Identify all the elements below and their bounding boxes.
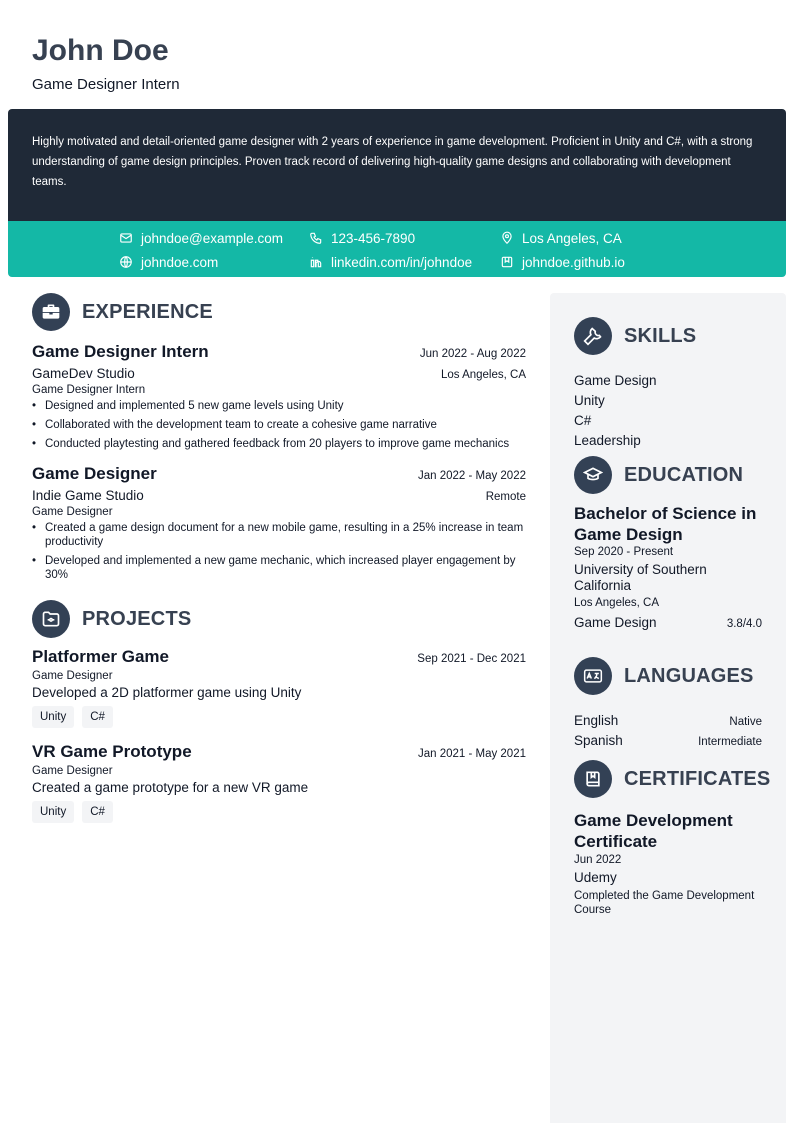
education-section bbox=[574, 456, 762, 633]
job-bullet: • Collaborated with the development team to create a cohesive game narrative bbox=[32, 418, 526, 432]
job-bullets bbox=[32, 521, 526, 582]
project-tags bbox=[32, 801, 526, 823]
education-header bbox=[574, 456, 762, 494]
certificate-name: Game Development Certificate bbox=[574, 811, 733, 851]
certificates-section bbox=[574, 760, 771, 917]
project-title: Platformer Game bbox=[32, 647, 169, 666]
language-level: Intermediate bbox=[698, 736, 762, 748]
skill-item: Unity bbox=[574, 393, 605, 408]
job-bullet: • Created a game design document for a new mobile game, resulting in a 25% increase in team productivity bbox=[32, 521, 526, 549]
education-gpa: 3.8/4.0 bbox=[726, 618, 762, 630]
job-date: Jun 2022 - Aug 2022 bbox=[419, 348, 526, 360]
school-name: University of Southern California bbox=[574, 562, 707, 593]
degree-title: Bachelor of Science in Game Design bbox=[574, 504, 757, 544]
contact-email-text: johndoe@example.com bbox=[141, 230, 284, 246]
experience-entry bbox=[32, 464, 526, 582]
job-bullets bbox=[32, 399, 526, 451]
education-location: Los Angeles, CA bbox=[574, 597, 660, 609]
experience-title: EXPERIENCE bbox=[82, 300, 213, 323]
certificates-header bbox=[574, 760, 771, 798]
contact-website-text: johndoe.com bbox=[141, 254, 219, 270]
project-entry bbox=[32, 742, 526, 823]
tag-chip: C# bbox=[82, 706, 113, 728]
project-tags bbox=[32, 706, 526, 728]
summary-panel bbox=[8, 109, 786, 221]
job-position: Game Designer bbox=[32, 506, 113, 518]
certificates-title: CERTIFICATES bbox=[624, 767, 771, 790]
linkedin-icon bbox=[309, 255, 323, 269]
experience-entry bbox=[32, 342, 526, 451]
job-bullet: • Developed and implemented a new game mechanic, which increased player engagement by 30% bbox=[32, 554, 526, 582]
tag-chip: C# bbox=[82, 801, 113, 823]
skill-item: Game Design bbox=[574, 373, 657, 388]
book-icon bbox=[574, 760, 612, 798]
certificate-date: Jun 2022 bbox=[574, 854, 622, 866]
resume-header bbox=[32, 34, 180, 94]
job-title: Game Designer Intern bbox=[32, 342, 209, 361]
job-location: Remote bbox=[485, 491, 526, 503]
language-name: Spanish bbox=[574, 733, 623, 748]
skill-item: Leadership bbox=[574, 433, 641, 448]
education-date: Sep 2020 - Present bbox=[574, 546, 674, 558]
job-location: Los Angeles, CA bbox=[440, 369, 526, 381]
education-title: EDUCATION bbox=[624, 463, 744, 486]
skills-header bbox=[574, 317, 762, 355]
project-date: Sep 2021 - Dec 2021 bbox=[417, 653, 526, 665]
contact-website[interactable] bbox=[119, 253, 218, 271]
language-name: English bbox=[574, 713, 619, 728]
contact-location-text: Los Angeles, CA bbox=[522, 230, 622, 246]
contact-email[interactable] bbox=[119, 229, 283, 247]
contact-linkedin-text: linkedin.com/in/johndoe bbox=[331, 254, 473, 270]
skills-section bbox=[574, 317, 762, 451]
projects-title: PROJECTS bbox=[82, 607, 192, 630]
project-description: Developed a 2D platformer game using Unity bbox=[32, 685, 302, 700]
job-date: Jan 2022 - May 2022 bbox=[417, 470, 526, 482]
job-company: Indie Game Studio bbox=[32, 488, 144, 503]
contact-location bbox=[500, 229, 622, 247]
job-title: Game Designer bbox=[32, 464, 157, 483]
languages-header bbox=[574, 657, 762, 695]
language-level: Native bbox=[729, 716, 762, 728]
mail-icon bbox=[119, 231, 133, 245]
globe-icon bbox=[119, 255, 133, 269]
project-role: Game Designer bbox=[32, 765, 113, 777]
education-field: Game Design bbox=[574, 615, 657, 630]
main-column bbox=[32, 293, 526, 823]
job-bullet: • Designed and implemented 5 new game levels using Unity bbox=[32, 399, 526, 413]
graduation-cap-icon bbox=[574, 456, 612, 494]
bookmark-icon bbox=[500, 255, 514, 269]
summary-text: Highly motivated and detail-oriented game designer with 2 years of experience in game development. Proficient in Unity and C#, with a strong understanding of game design principles. Proven track record of delivering high-quality game designs and collaborating with development teams. bbox=[32, 136, 753, 188]
sidebar bbox=[550, 293, 786, 1123]
project-entry bbox=[32, 647, 526, 728]
contact-phone[interactable] bbox=[309, 229, 415, 247]
briefcase-icon bbox=[32, 293, 70, 331]
skills-title: SKILLS bbox=[624, 324, 697, 347]
map-pin-icon bbox=[500, 231, 514, 245]
contact-github[interactable] bbox=[500, 253, 625, 271]
project-title: VR Game Prototype bbox=[32, 742, 192, 761]
project-date: Jan 2021 - May 2021 bbox=[417, 748, 526, 760]
languages-section bbox=[574, 657, 762, 751]
contact-github-text: johndoe.github.io bbox=[522, 254, 625, 270]
tag-chip: Unity bbox=[32, 801, 74, 823]
certificate-description: Completed the Game Development Course bbox=[574, 890, 755, 916]
project-description: Created a game prototype for a new VR game bbox=[32, 780, 309, 795]
translate-icon bbox=[574, 657, 612, 695]
project-role: Game Designer bbox=[32, 670, 113, 682]
job-bullet: • Conducted playtesting and gathered feedback from 20 players to improve game mechanics bbox=[32, 437, 526, 451]
projects-header bbox=[32, 600, 526, 638]
job-position: Game Designer Intern bbox=[32, 384, 146, 396]
folder-icon bbox=[32, 600, 70, 638]
tag-chip: Unity bbox=[32, 706, 74, 728]
experience-header bbox=[32, 293, 526, 331]
contact-linkedin[interactable] bbox=[309, 253, 472, 271]
contact-phone-text: 123-456-7890 bbox=[331, 230, 416, 246]
certificate-issuer: Udemy bbox=[574, 870, 617, 885]
phone-icon bbox=[309, 231, 323, 245]
skill-item: C# bbox=[574, 413, 592, 428]
person-title: Game Designer Intern bbox=[32, 76, 180, 93]
contact-bar bbox=[8, 221, 786, 277]
wrench-icon bbox=[574, 317, 612, 355]
person-name: John Doe bbox=[32, 34, 169, 67]
job-company: GameDev Studio bbox=[32, 366, 135, 381]
languages-title: LANGUAGES bbox=[624, 664, 754, 687]
